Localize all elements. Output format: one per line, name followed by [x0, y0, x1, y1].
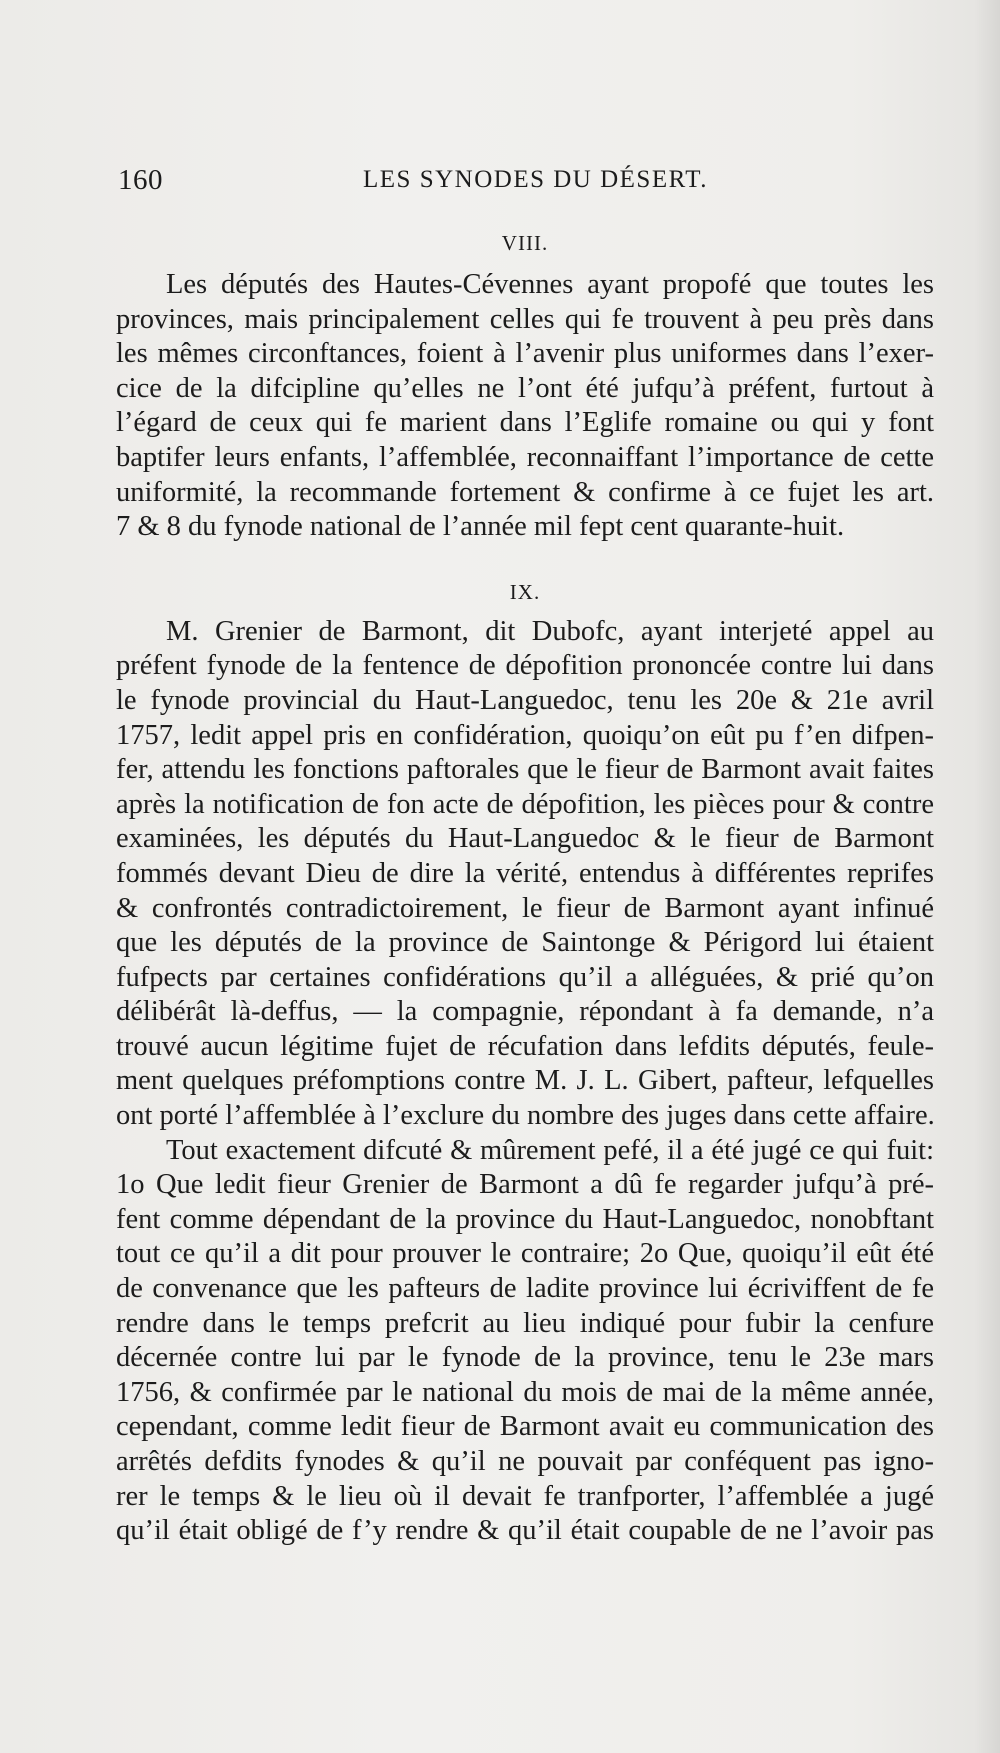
text-line: 1o Que ledit fieur Grenier de Barmont a dû fe regarder jufqu’à pré- — [116, 1169, 934, 1201]
page-number: 160 — [118, 164, 163, 196]
text-line: le fynode provincial du Haut-Languedoc, tenu les 20e & 21e avril — [116, 684, 934, 716]
text-line: 7 & 8 du fynode national de l’année mil fept cent quarante-huit. — [116, 511, 845, 543]
text-line: rer le temps & le lieu où il devait fe tranfporter, l’affemblée a jugé — [116, 1480, 934, 1512]
text-line: de convenance que les pafteurs de ladite province lui écriviffent de fe — [116, 1273, 934, 1305]
text-line: 1756, & confirmée par le national du mois de mai de la même année, — [116, 1376, 934, 1408]
text-line: Tout exactement difcuté & mûrement pefé, il a été jugé ce qui fuit: — [166, 1134, 934, 1166]
text-line: tout ce qu’il a dit pour prouver le contraire; 2o Que, quoiqu’il eût été — [116, 1238, 934, 1270]
running-head — [118, 164, 710, 204]
text-line: après la notification de fon acte de dépofition, les pièces pour & contre — [116, 788, 934, 820]
paragraph-viii — [116, 268, 934, 545]
text-line: ment quelques préfomptions contre M. J. L. Gibert, pafteur, lefquelles — [116, 1065, 934, 1097]
text-line: fent comme dépendant de la province du Haut-Languedoc, nonobftant — [116, 1203, 934, 1235]
text-line: ont porté l’affemblée à l’exclure du nombre des juges dans cette affaire. — [116, 1100, 935, 1132]
text-line: délibérât là-deffus, — la compagnie, répondant à fa demande, n’a — [116, 996, 934, 1028]
paragraph-ix-1 — [116, 615, 934, 1134]
text-line: M. Grenier de Barmont, dit Dubofc, ayant interjeté appel au — [166, 615, 934, 647]
text-line: cice de la difcipline qu’elles ne l’ont été jufqu’à préfent, furtout à — [116, 372, 934, 404]
paragraph-ix-2 — [116, 1134, 934, 1549]
text-line: arrêtés defdits fynodes & qu’il ne pouvait par conféquent pas igno- — [116, 1446, 934, 1477]
text-line: 1757, ledit appel pris en confidération, quoiqu’on eût pu f’en difpen- — [116, 719, 934, 751]
body-text — [116, 222, 934, 1549]
text-line: provinces, mais principalement celles qui fe trouvent à peu près dans — [116, 303, 934, 335]
text-line: cependant, comme ledit fieur de Barmont avait eu communication des — [116, 1411, 934, 1443]
text-line: & confrontés contradictoirement, le fieur de Barmont ayant infinué — [116, 892, 934, 924]
section-heading-ix: IX. — [509, 579, 541, 604]
text-line: décernée contre lui par le fynode de la province, tenu le 23e mars — [116, 1342, 934, 1374]
text-line: fommés devant Dieu de dire la vérité, entendus à différentes reprifes — [116, 857, 934, 889]
text-line: baptifer leurs enfants, l’affemblée, reconnaiffant l’importance de cette — [116, 441, 934, 473]
text-line: examinées, les députés du Haut-Languedoc & le fieur de Barmont — [116, 823, 934, 855]
text-line: trouvé aucun légitime fujet de récufation dans lefdits députés, feule- — [116, 1030, 934, 1062]
running-title: LES SYNODES DU DÉSERT. — [363, 166, 708, 193]
page-edge-shadow — [974, 0, 1000, 1753]
text-line: fufpects par certaines confidérations qu’il a alléguées, & prié qu’on — [116, 961, 934, 993]
text-line: uniformité, la recommande fortement & confirme à ce fujet les art. — [116, 476, 934, 508]
text-line: préfent fynode de la fentence de dépofition prononcée contre lui dans — [116, 650, 934, 682]
text-line: Les députés des Hautes-Cévennes ayant propofé que toutes les — [166, 269, 934, 300]
text-line: l’égard de ceux qui fe marient dans l’Eglife romaine ou qui y font — [116, 407, 934, 439]
text-line: que les députés de la province de Saintonge & Périgord lui étaient — [116, 927, 934, 959]
text-line: qu’il était obligé de f’y rendre & qu’il était coupable de ne l’avoir pas — [116, 1515, 934, 1547]
section-heading-viii: VIII. — [501, 231, 549, 255]
text-line: fer, attendu les fonctions paftorales que le fieur de Barmont avait faites — [116, 754, 934, 786]
text-line: rendre dans le temps prefcrit au lieu indiqué pour fubir la cenfure — [116, 1307, 934, 1339]
text-line: les mêmes circonftances, foient à l’avenir plus uniformes dans l’exer- — [116, 338, 934, 370]
